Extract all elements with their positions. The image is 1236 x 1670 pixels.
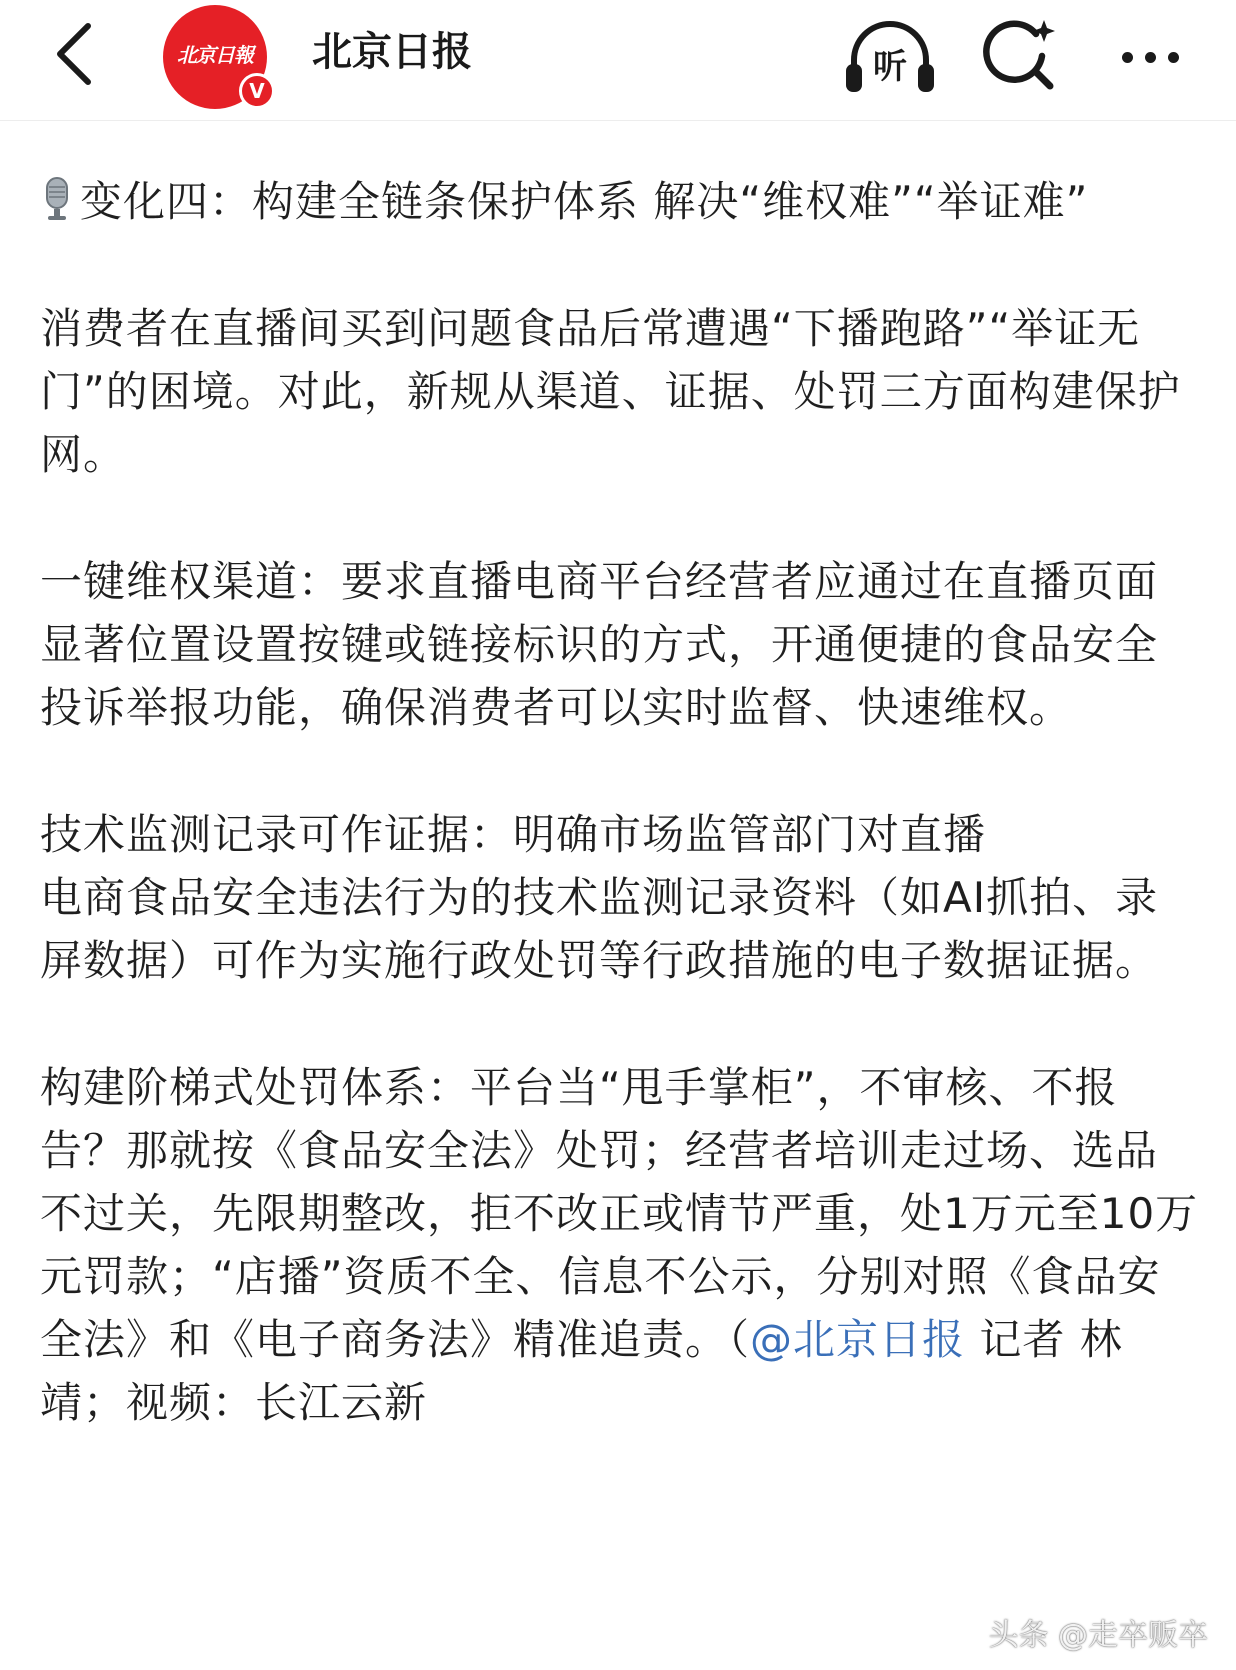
paragraph-evidence-rest: 电商食品安全违法行为的技术监测记录资料（如AI抓拍、录屏数据）可作为实施行政处罚等行政措施的电子数据证据。 <box>40 873 1159 985</box>
chevron-left-icon <box>54 22 94 86</box>
paragraph-penalty <box>40 1056 1200 1434</box>
search-icon <box>978 12 1068 102</box>
watermark: 头条 @走卒贩卒 <box>988 1618 1208 1653</box>
top-nav-bar <box>0 0 1236 121</box>
section-heading <box>40 170 1200 233</box>
search-button[interactable] <box>978 12 1068 102</box>
account-avatar[interactable] <box>163 5 277 109</box>
section-heading-text: 变化四：构建全链条保护体系 解决“维权难”“举证难” <box>80 177 1089 226</box>
verified-badge-icon: V <box>239 73 275 109</box>
more-dot-icon <box>1122 52 1133 63</box>
paragraph-penalty-tail: 记者 林靖；视频：长江云新 <box>40 1315 1123 1427</box>
listen-button[interactable] <box>840 12 940 102</box>
listen-label: 听 <box>873 47 907 87</box>
paragraph-intro: 消费者在直播间买到问题食品后常遭遇“下播跑路”“举证无门”的困境。对此，新规从渠道、证据、处罚三方面构建保护网。 <box>40 304 1181 479</box>
mention-link[interactable]: @北京日报 <box>750 1315 966 1364</box>
avatar-logo-text: 北京日報 <box>177 42 253 67</box>
more-options-button[interactable] <box>1100 12 1200 102</box>
account-name[interactable]: 北京日报 <box>312 29 472 75</box>
paragraph-evidence <box>40 803 1200 992</box>
paragraph-evidence-line1: 技术监测记录可作证据：明确市场监管部门对直播 <box>40 810 987 859</box>
back-button[interactable] <box>34 14 114 94</box>
headphones-icon <box>840 12 940 102</box>
paragraph-complaint-channel: 一键维权渠道：要求直播电商平台经营者应通过在直播页面显著位置设置按键或链接标识的方式，开通便捷的食品安全投诉举报功能，确保消费者可以实时监督、快速维权。 <box>40 557 1159 732</box>
article-body <box>40 170 1200 1498</box>
paragraph-penalty-text: 构建阶梯式处罚体系：平台当“甩手掌柜”，不审核、不报告？那就按《食品安全法》处罚；经营者培训走过场、选品不过关，先限期整改，拒不改正或情节严重，处1万元至10万元罚款；“店播”资质不全、信息不公示，分别对照《食品安全法》和《电子商务法》精准追责。（ <box>40 1063 1199 1364</box>
more-dot-icon <box>1145 52 1156 63</box>
microphone-icon <box>40 176 74 222</box>
more-dot-icon <box>1168 52 1179 63</box>
